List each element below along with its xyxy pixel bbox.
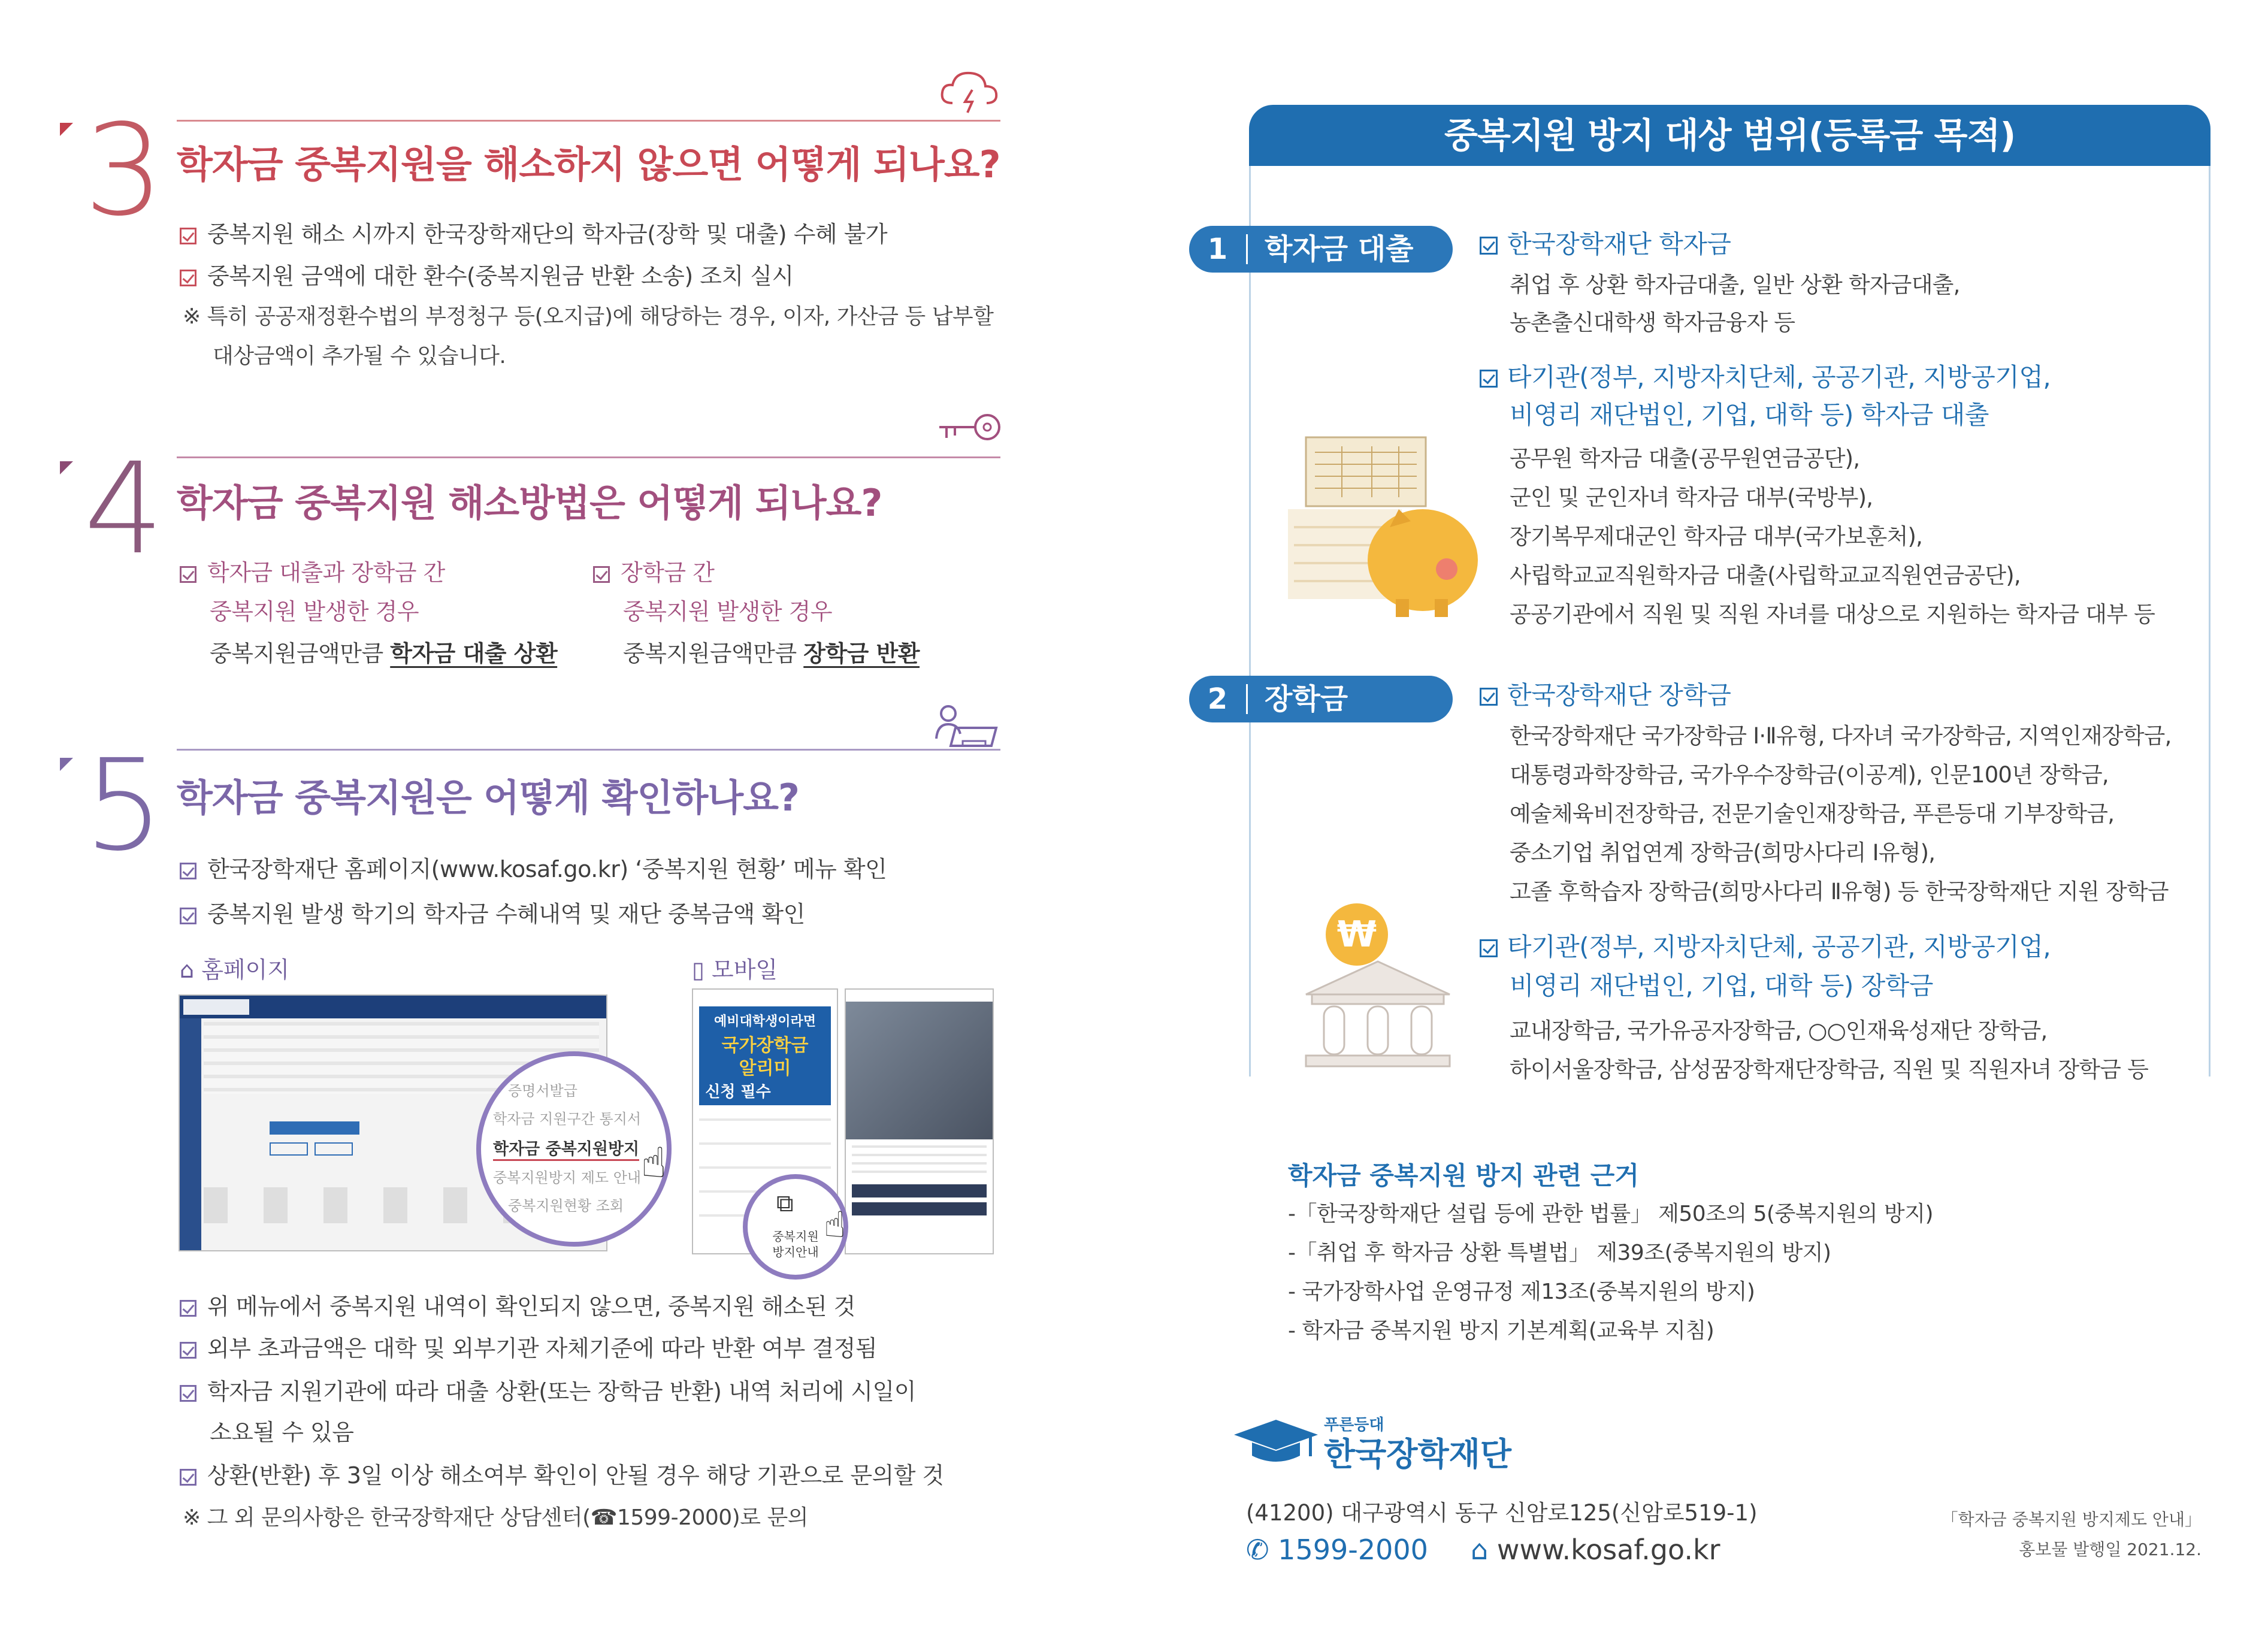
scholarship-text: 교내장학금, 국가유공자장학금, ○○인재육성재단 장학금, [1510,1018,2048,1044]
scholarship-head-kosaf: 한국장학재단 장학금 [1480,676,1731,712]
scholarship-text: 고졸 후학습자 장학금(희망사다리 Ⅱ유형) 등 한국장학재단 지원 장학금 [1510,879,2169,905]
mobile-banner-text: 예비대학생이라면 [713,1014,817,1029]
q4-mark [60,461,73,474]
q4-option-loan-action: 중복지원금액만큼 학자금 대출 상환 [210,640,558,667]
logo-small-text: 푸른등대 [1324,1416,1384,1434]
q3-title: 학자금 중복지원을 해소하지 않으면 어떻게 되나요? [177,143,1000,186]
checkbox-icon [180,270,196,286]
bank-coin-icon [1294,899,1462,1081]
phone-icon: ✆ [1246,1534,1278,1566]
q3-note: ※ 특히 공공재정환수법의 부정청구 등(오지급)에 해당하는 경우, 이자, 가산금 등 납부할 [183,304,994,329]
publication-title: 「학자금 중복지원 방지제도 안내」 [1941,1510,2202,1529]
checkbox-icon [180,228,196,244]
q4-option-scholarship-action: 중복지원금액만큼 장학금 반환 [623,640,920,667]
loan-head-kosaf: 한국장학재단 학자금 [1480,225,1731,261]
menu-item-duplicate-prevention: 학자금 중복지원방지 [493,1136,639,1161]
mobile-label: ▯ 모바일 [692,957,778,983]
q5-mark [60,758,73,771]
checkbox-icon [180,1469,196,1486]
law-item: -「한국장학재단 설립 등에 관한 법률」 제50조의 5(중복지원의 방지) [1288,1202,1934,1226]
publication-date: 홍보물 발행일 2021.12. [2019,1540,2202,1559]
checkbox-icon [180,908,196,924]
law-item: - 국가장학사업 운영규정 제13조(중복지원의 방지) [1288,1280,1755,1304]
mobile-banner-text: 알리미 [739,1058,791,1079]
q4-title: 학자금 중복지원 해소방법은 어떻게 되나요? [177,481,882,525]
address: (41200) 대구광역시 동구 신암로125(신암로519-1) [1246,1500,1758,1526]
checkbox-icon [180,863,196,879]
q5-divider [177,749,1000,751]
q3-number: 3 [84,97,164,244]
q4-option-scholarship: 장학금 간 [593,554,714,587]
q5-bullet: 한국장학재단 홈페이지(www.kosaf.go.kr) ‘중복지원 현황’ 메뉴 확인 [180,851,887,884]
law-item: - 학자금 중복지원 방지 기본계획(교육부 지침) [1288,1319,1714,1343]
scholarship-text: 대통령과학장학금, 국가우수장학금(이공계), 인문100년 장학금, [1510,762,2109,788]
checkbox-icon [1480,688,1498,706]
checkbox-icon [180,1342,196,1359]
q3-bullet: 중복지원 금액에 대한 환수(중복지원금 반환 소송) 조치 실시 [180,258,794,291]
q4-option-loan: 학자금 대출과 장학금 간 [180,554,445,587]
checkbox-icon [180,566,196,583]
q5-bullet: 학자금 지원기관에 따라 대출 상환(또는 장학금 반환) 내역 처리에 시일이 [180,1373,916,1406]
svg-text:₩: ₩ [1336,914,1377,955]
q3-divider [177,120,1000,122]
q5-title: 학자금 중복지원은 어떻게 확인하나요? [177,776,799,819]
scope-banner: 중복지원 방지 대상 범위(등록금 목적) [1249,105,2210,166]
loan-head-other: 타기관(정부, 지방자치단체, 공공기관, 지방공기업, [1480,358,2051,394]
q5-bullet: 상환(반환) 후 3일 이상 해소여부 확인이 안될 경우 해당 기관으로 문의할 것 [180,1457,944,1490]
checkbox-icon [1480,939,1498,957]
loan-text: 장기복무제대군인 학자금 대부(국가보훈처), [1510,524,1923,549]
home-icon: ⌂ [180,957,202,983]
loan-text: 농촌출신대학생 학자금융자 등 [1510,310,1795,335]
checkbox-icon [1480,237,1498,255]
loan-text: 사립학교교직원학자금 대출(사립학교교직원연금공단), [1510,563,2021,588]
home-icon: ⌂ [1471,1534,1497,1566]
logo-text: 한국장학재단 [1324,1435,1511,1473]
scholarship-text: 한국장학재단 국가장학금 Ⅰ·Ⅱ유형, 다자녀 국가장학금, 지역인재장학금, [1510,723,2172,749]
person-laptop-icon [932,704,1000,754]
q5-bullet-cont: 소요될 수 있음 [210,1419,354,1446]
mobile-icon: ▯ [692,957,712,983]
q5-note: ※ 그 외 문의사항은 한국장학재단 상담센터(☎1599-2000)로 문의 [183,1505,809,1530]
hand-pointer-icon: ☝ [824,1204,846,1246]
law-title: 학자금 중복지원 방지 관련 근거 [1288,1161,1639,1190]
q5-bullet: 위 메뉴에서 중복지원 내역이 확인되지 않으면, 중복지원 해소된 것 [180,1288,855,1321]
loan-text: 공공기관에서 직원 및 직원 자녀를 대상으로 지원하는 학자금 대부 등 [1510,601,2155,627]
hand-pointer-icon: ☝ [641,1138,667,1187]
mobile-screenshot-2 [845,988,994,1254]
loan-text: 취업 후 상환 학자금대출, 일반 상환 학자금대출, [1510,272,1960,298]
piggy-bank-icon [1288,431,1480,625]
q3-note: 대상금액이 추가될 수 있습니다. [213,344,506,368]
loan-head-other-cont: 비영리 재단법인, 기업, 대학 등) 학자금 대출 [1510,400,1989,430]
scholarship-text: 하이서울장학금, 삼성꿈장학재단장학금, 직원 및 직원자녀 장학금 등 [1510,1057,2149,1082]
graduation-cap-logo-icon [1231,1414,1321,1470]
menu-item: 증명서발급 [508,1082,577,1099]
q3-bullet: 중복지원 해소 시까지 한국장학재단의 학자금(장학 및 대출) 수혜 불가 [180,216,887,249]
homepage-label: ⌂ 홈페이지 [180,957,290,983]
scholarship-head-other: 타기관(정부, 지방자치단체, 공공기관, 지방공기업, [1480,927,2051,963]
menu-item: 학자금 지원구간 통지서 [493,1111,642,1127]
mobile-banner-text: 신청 필수 [705,1083,771,1101]
mobile-banner-text: 국가장학금 [721,1035,809,1056]
menu-item: 중복지원방지 제도 안내 [493,1169,642,1186]
q4-divider [177,456,1000,458]
q3-mark [60,123,73,136]
q4-option-scholarship-sub: 중복지원 발생한 경우 [623,598,833,625]
mobile-circle-text: 중복지원 [772,1229,819,1244]
menu-item: 중복지원현황 조회 [508,1197,624,1214]
cloud-lightning-icon [938,67,1003,117]
q5-bullet: 외부 초과금액은 대학 및 외부기관 자체기준에 따라 반환 여부 결정됨 [180,1330,877,1363]
loan-text: 군인 및 군인자녀 학자금 대부(국방부), [1510,485,1873,510]
q4-option-loan-sub: 중복지원 발생한 경우 [210,598,419,625]
checkbox-icon [180,1385,196,1402]
scholarship-text: 예술체육비전장학금, 전문기술인재장학금, 푸른등대 기부장학금, [1510,801,2115,827]
checkbox-icon [1480,370,1498,388]
checkbox-icon [593,566,610,583]
copy-icon: ⧉ [776,1190,794,1217]
key-icon [935,410,1003,449]
q4-number: 4 [84,436,164,582]
scholarship-head-other-cont: 비영리 재단법인, 기업, 대학 등) 장학금 [1510,971,1933,1000]
phone: ✆ 1599-2000 [1246,1534,1428,1566]
scholarship-text: 중소기업 취업연계 장학금(희망사다리 Ⅰ유형), [1510,840,1936,866]
section-loan-pill: 1 학자금 대출 [1189,226,1453,273]
law-item: -「취업 후 학자금 상환 특별법」 제39조(중복지원의 방지) [1288,1241,1831,1265]
loan-text: 공무원 학자금 대출(공무원연금공단), [1510,446,1860,471]
q5-bullet: 중복지원 발생 학기의 학자금 수혜내역 및 재단 중복금액 확인 [180,896,805,929]
checkbox-icon [180,1300,196,1317]
q5-number: 5 [84,732,164,879]
mobile-circle-text: 방지안내 [772,1245,819,1259]
website[interactable]: ⌂ www.kosaf.go.kr [1471,1534,1720,1566]
section-scholarship-pill: 2 장학금 [1189,676,1453,722]
